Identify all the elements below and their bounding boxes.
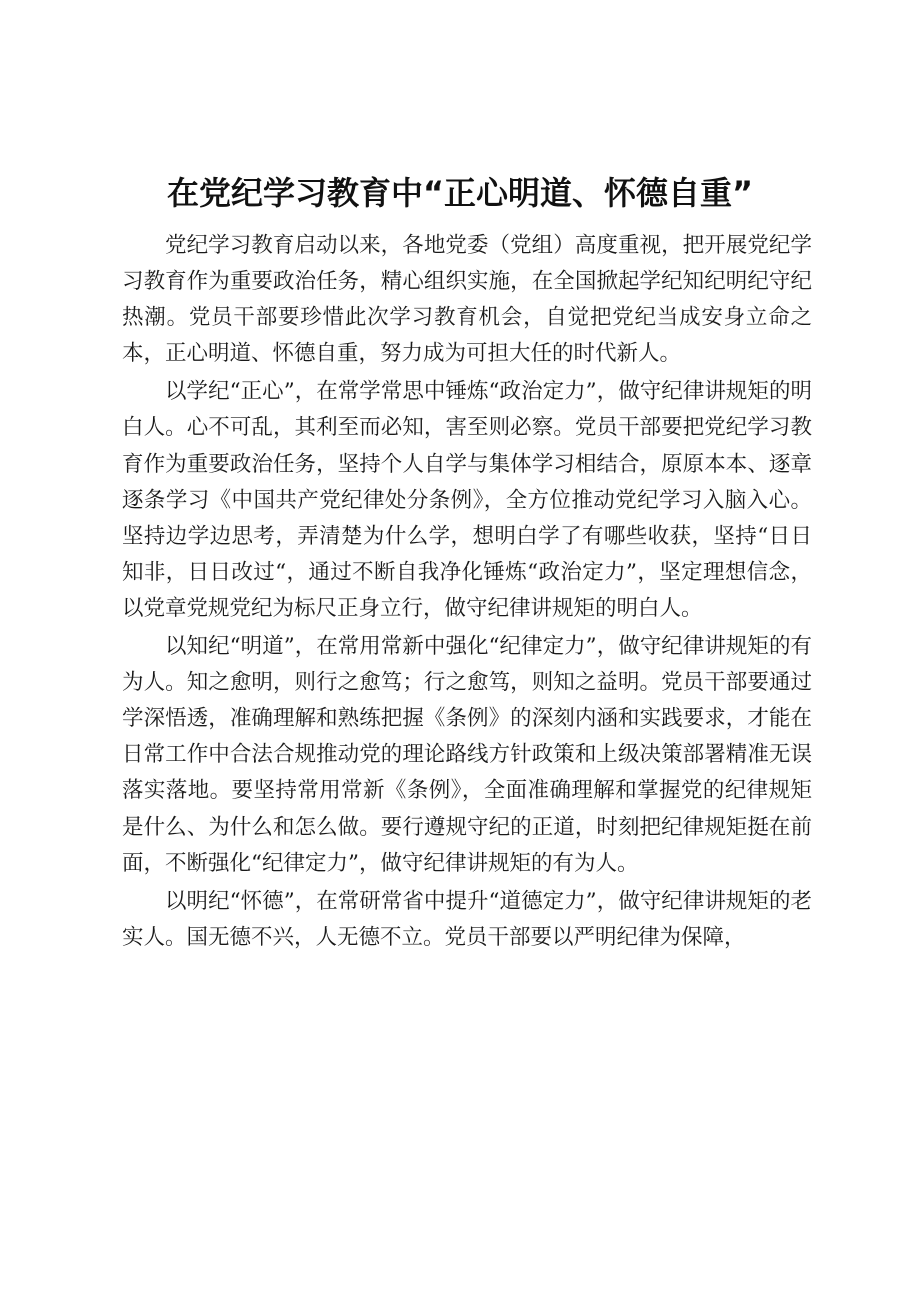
paragraph-3: 以知纪“明道”，在常用常新中强化“纪律定力”，做守纪律讲规矩的有为人。知之愈明，则行之愈笃；行之愈笃，则知之益明。党员干部要通过学深悟透，准确理解和熟练把握《条例》的深刻内涵和实践要求，才能在日常工作中合法合规推动党的理论路线方针政策和上级决策部署精准无误落实落地。要坚持常用常新《条例》，全面准确理解和掌握党的纪律规矩是什么、为什么和怎么做。要行遵规守纪的正道，时刻把纪律规矩挺在前面，不断强化“纪律定力”，做守纪律讲规矩的有为人。	[122, 634, 812, 876]
paragraph-2: 以学纪“正心”，在常学常思中锤炼“政治定力”，做守纪律讲规矩的明白人。心不可乱，其利至而必知，害至则必察。党员干部要把党纪学习教育作为重要政治任务，坚持个人自学与集体学习相结合，原原本本、逐章逐条学习《中国共产党纪律处分条例》，全方位推动党纪学习入脑入心。坚持边学边思考，弄清楚为什么学，想明白学了有哪些收获，坚持“日日知非，日日改过“，通过不断自我净化锤炼“政治定力”，坚定理想信念，以党章党规党纪为标尺正身立行，做守纪律讲规矩的明白人。	[122, 379, 812, 621]
paragraph-4: 以明纪“怀德”，在常研常省中提升“道德定力”，做守纪律讲规矩的老实人。国无德不兴，人无德不立。党员干部要以严明纪律为保障，	[122, 888, 812, 950]
document-body	[122, 228, 812, 958]
document-title: 在党纪学习教育中“正心明道、怀德自重”	[166, 174, 754, 212]
paragraph-1: 党纪学习教育启动以来，各地党委（党组）高度重视，把开展党纪学习教育作为重要政治任务，精心组织实施，在全国掀起学纪知纪明纪守纪热潮。党员干部要珍惜此次学习教育机会，自觉把党纪当成安身立命之本，正心明道、怀德自重，努力成为可担大任的时代新人。	[122, 233, 812, 367]
